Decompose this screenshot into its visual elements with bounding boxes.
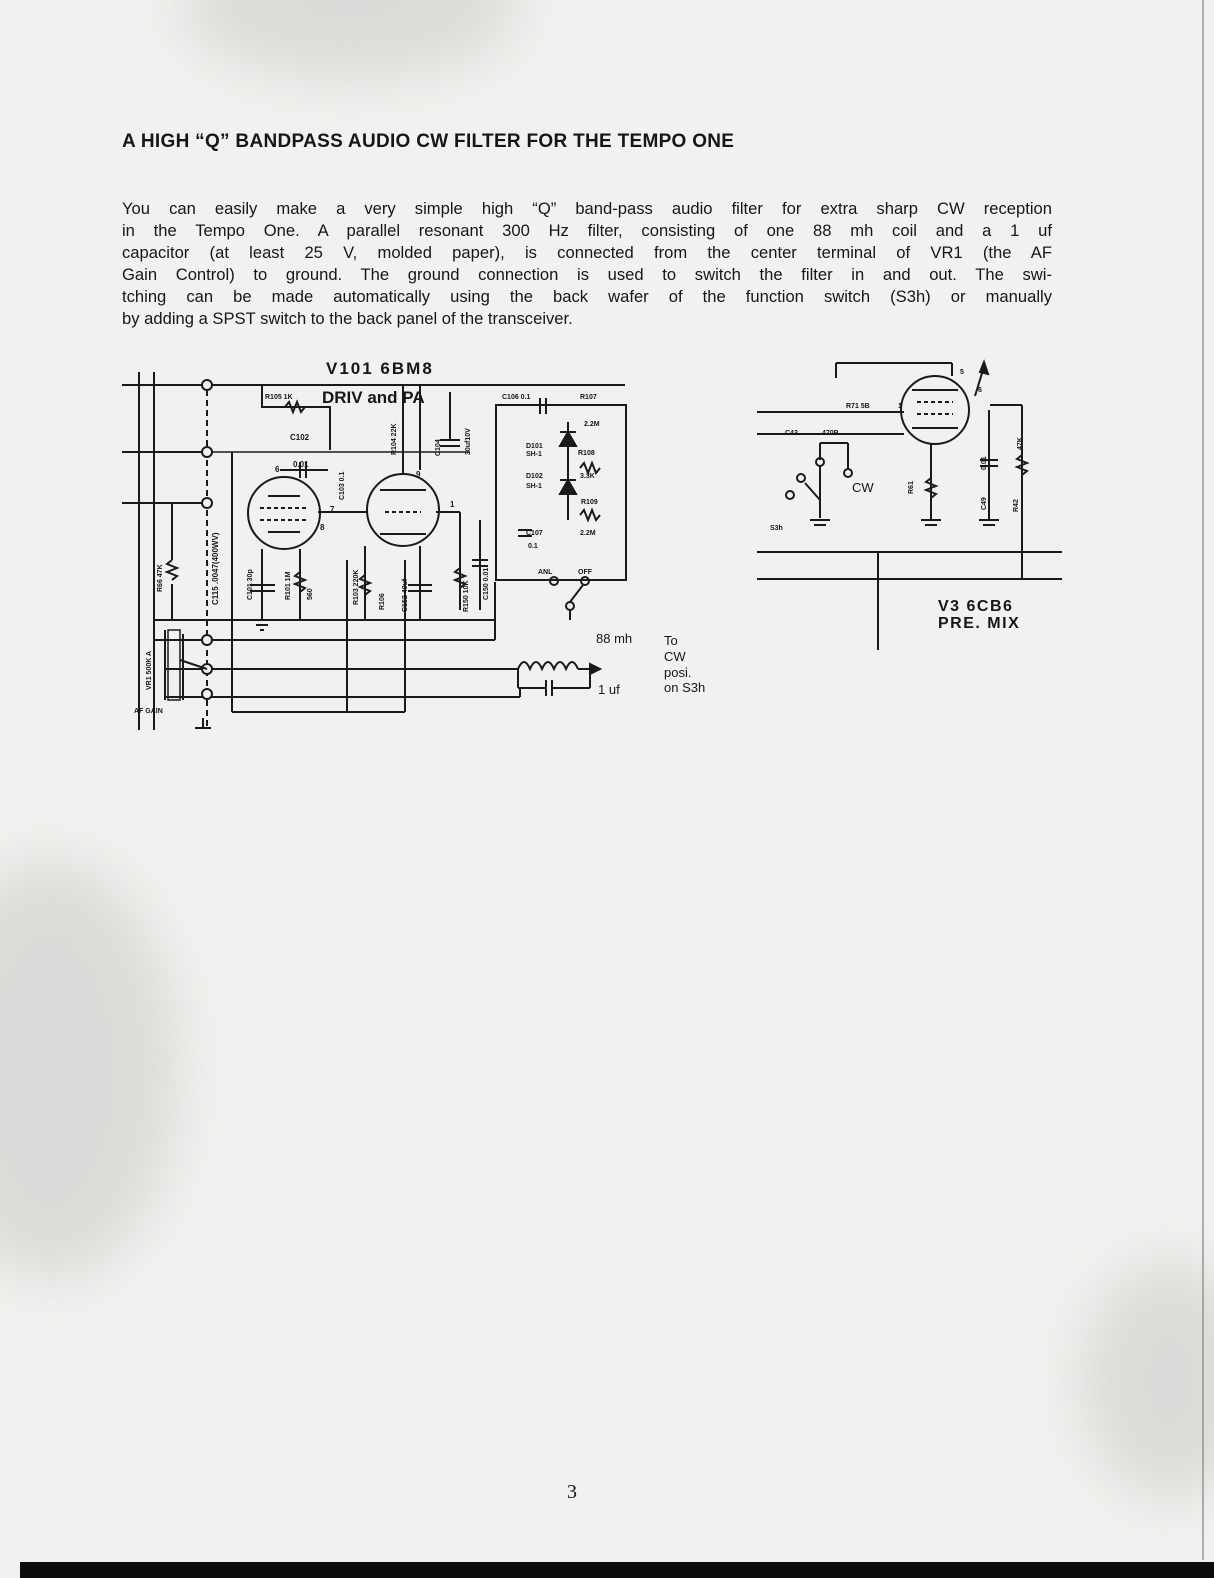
tube-envelope-left <box>248 477 320 549</box>
r108-value: 3.3K <box>580 473 595 480</box>
r104-label: R104 22K <box>391 423 398 455</box>
d102-label: D102 <box>526 473 543 480</box>
d101-label: D101 <box>526 443 543 450</box>
c107-label: C107 <box>526 530 543 537</box>
posi-label: posi. <box>664 665 692 680</box>
r108-label: R108 <box>578 450 595 457</box>
paragraph-line: You can easily make a very simple high “Q” band-pass audio filter for extra sharp CW reception <box>122 199 1052 218</box>
c115-label: C115 .0047(400WV) <box>211 532 220 605</box>
right-schematic-labels <box>770 369 1024 632</box>
cap-value: 1 uf <box>598 682 620 697</box>
vr1-label: VR1 500K A <box>146 650 153 690</box>
pin-8-label: 8 <box>320 523 325 532</box>
paragraph-line: by adding a SPST switch to the back panel of the transceiver. <box>122 309 573 328</box>
paragraph-line: in the Tempo One. A parallel resonant 300 Hz filter, consisting of one 88 mh coil and a 1 uf <box>122 221 1052 240</box>
c103-label: C103 0.1 <box>339 471 346 500</box>
c102-value: 0.01 <box>293 460 309 469</box>
r107-label: R107 <box>580 394 597 401</box>
r43-label: 47K <box>1017 437 1024 450</box>
c152-label: C152 40uf <box>402 578 409 612</box>
pin-1-label: 1 <box>450 500 455 509</box>
pin-1-label: 1 <box>898 403 902 410</box>
s3h-label: S3h <box>770 525 783 532</box>
r109-value: 2.2M <box>580 530 596 537</box>
c104-label: C104 <box>435 439 442 456</box>
pin-6-label: 6 <box>978 387 982 394</box>
pin-9-label: 9 <box>416 470 421 479</box>
r109-label: R109 <box>581 499 598 506</box>
r107-value: 2.2M <box>584 421 600 428</box>
c106-label: C106 0.1 <box>502 394 531 401</box>
c49-label: C49 <box>981 497 988 510</box>
pin-6-label: 6 <box>275 465 280 474</box>
scan-edge-bottom <box>20 1562 1214 1578</box>
cw-switch-label: CW <box>852 480 874 495</box>
r66-label: R66 47K <box>157 564 164 592</box>
article-title: A HIGH “Q” BANDPASS AUDIO CW FILTER FOR THE TEMPO ONE <box>122 131 735 152</box>
r61-label: R61 <box>908 481 915 494</box>
v3-tube-function: PRE. MIX <box>938 615 1021 632</box>
paragraph-line: capacitor (at least 25 V, molded paper), is connected from the center terminal of VR1 (the AF <box>122 243 1052 262</box>
r103-label: R103 220K <box>353 569 360 605</box>
c101-label: C101 30p <box>247 569 254 600</box>
r71-label: R71 5B <box>846 403 870 410</box>
page-number: 3 <box>567 1481 577 1503</box>
c102-label: C102 <box>290 433 310 442</box>
anl-label: ANL <box>538 569 553 576</box>
r105-label: R105 1K <box>265 394 293 401</box>
d102-type: SH-1 <box>526 483 542 490</box>
c43-label: C43 <box>785 430 798 437</box>
c107-value: 0.1 <box>528 543 538 550</box>
r42-label: R42 <box>1013 499 1020 512</box>
scan-edge-right <box>1202 0 1204 1560</box>
v3-tube-label: V3 6CB6 <box>938 598 1014 615</box>
v3-tube-envelope <box>901 376 969 444</box>
pin-5-label: 5 <box>960 369 964 376</box>
coil-value: 88 mh <box>596 631 633 646</box>
paragraph-line: Gain Control) to ground. The ground connection is used to switch the filter in and out. The swi- <box>122 265 1052 284</box>
r150-label: R150 10K <box>463 580 470 612</box>
off-label: OFF <box>578 569 592 576</box>
paragraph-line: tching can be made automatically using the back wafer of the function switch (S3h) or manually <box>122 287 1052 306</box>
r102-label: 560 <box>307 588 314 600</box>
left-schematic <box>122 372 626 730</box>
to-label: To <box>664 633 678 648</box>
c-001-label: 0.01 <box>981 456 988 470</box>
tube-envelope-right <box>367 474 439 546</box>
c105-label: 30uf10V <box>465 428 472 455</box>
pin-7-label: 7 <box>330 505 335 514</box>
r106-label: R106 <box>379 593 386 610</box>
stage-label: DRIV and PA <box>322 388 425 407</box>
c43-value: 470P <box>822 430 839 437</box>
tube-label: V101 6BM8 <box>326 359 434 378</box>
af-gain-label: AF GAIN <box>134 708 163 715</box>
on-s3h-label: on S3h <box>664 680 706 695</box>
d101-type: SH-1 <box>526 451 542 458</box>
c150-label: C150 0.01 <box>483 567 490 600</box>
cw-label: CW <box>664 649 686 664</box>
r101-label: R101 1M <box>285 571 292 600</box>
